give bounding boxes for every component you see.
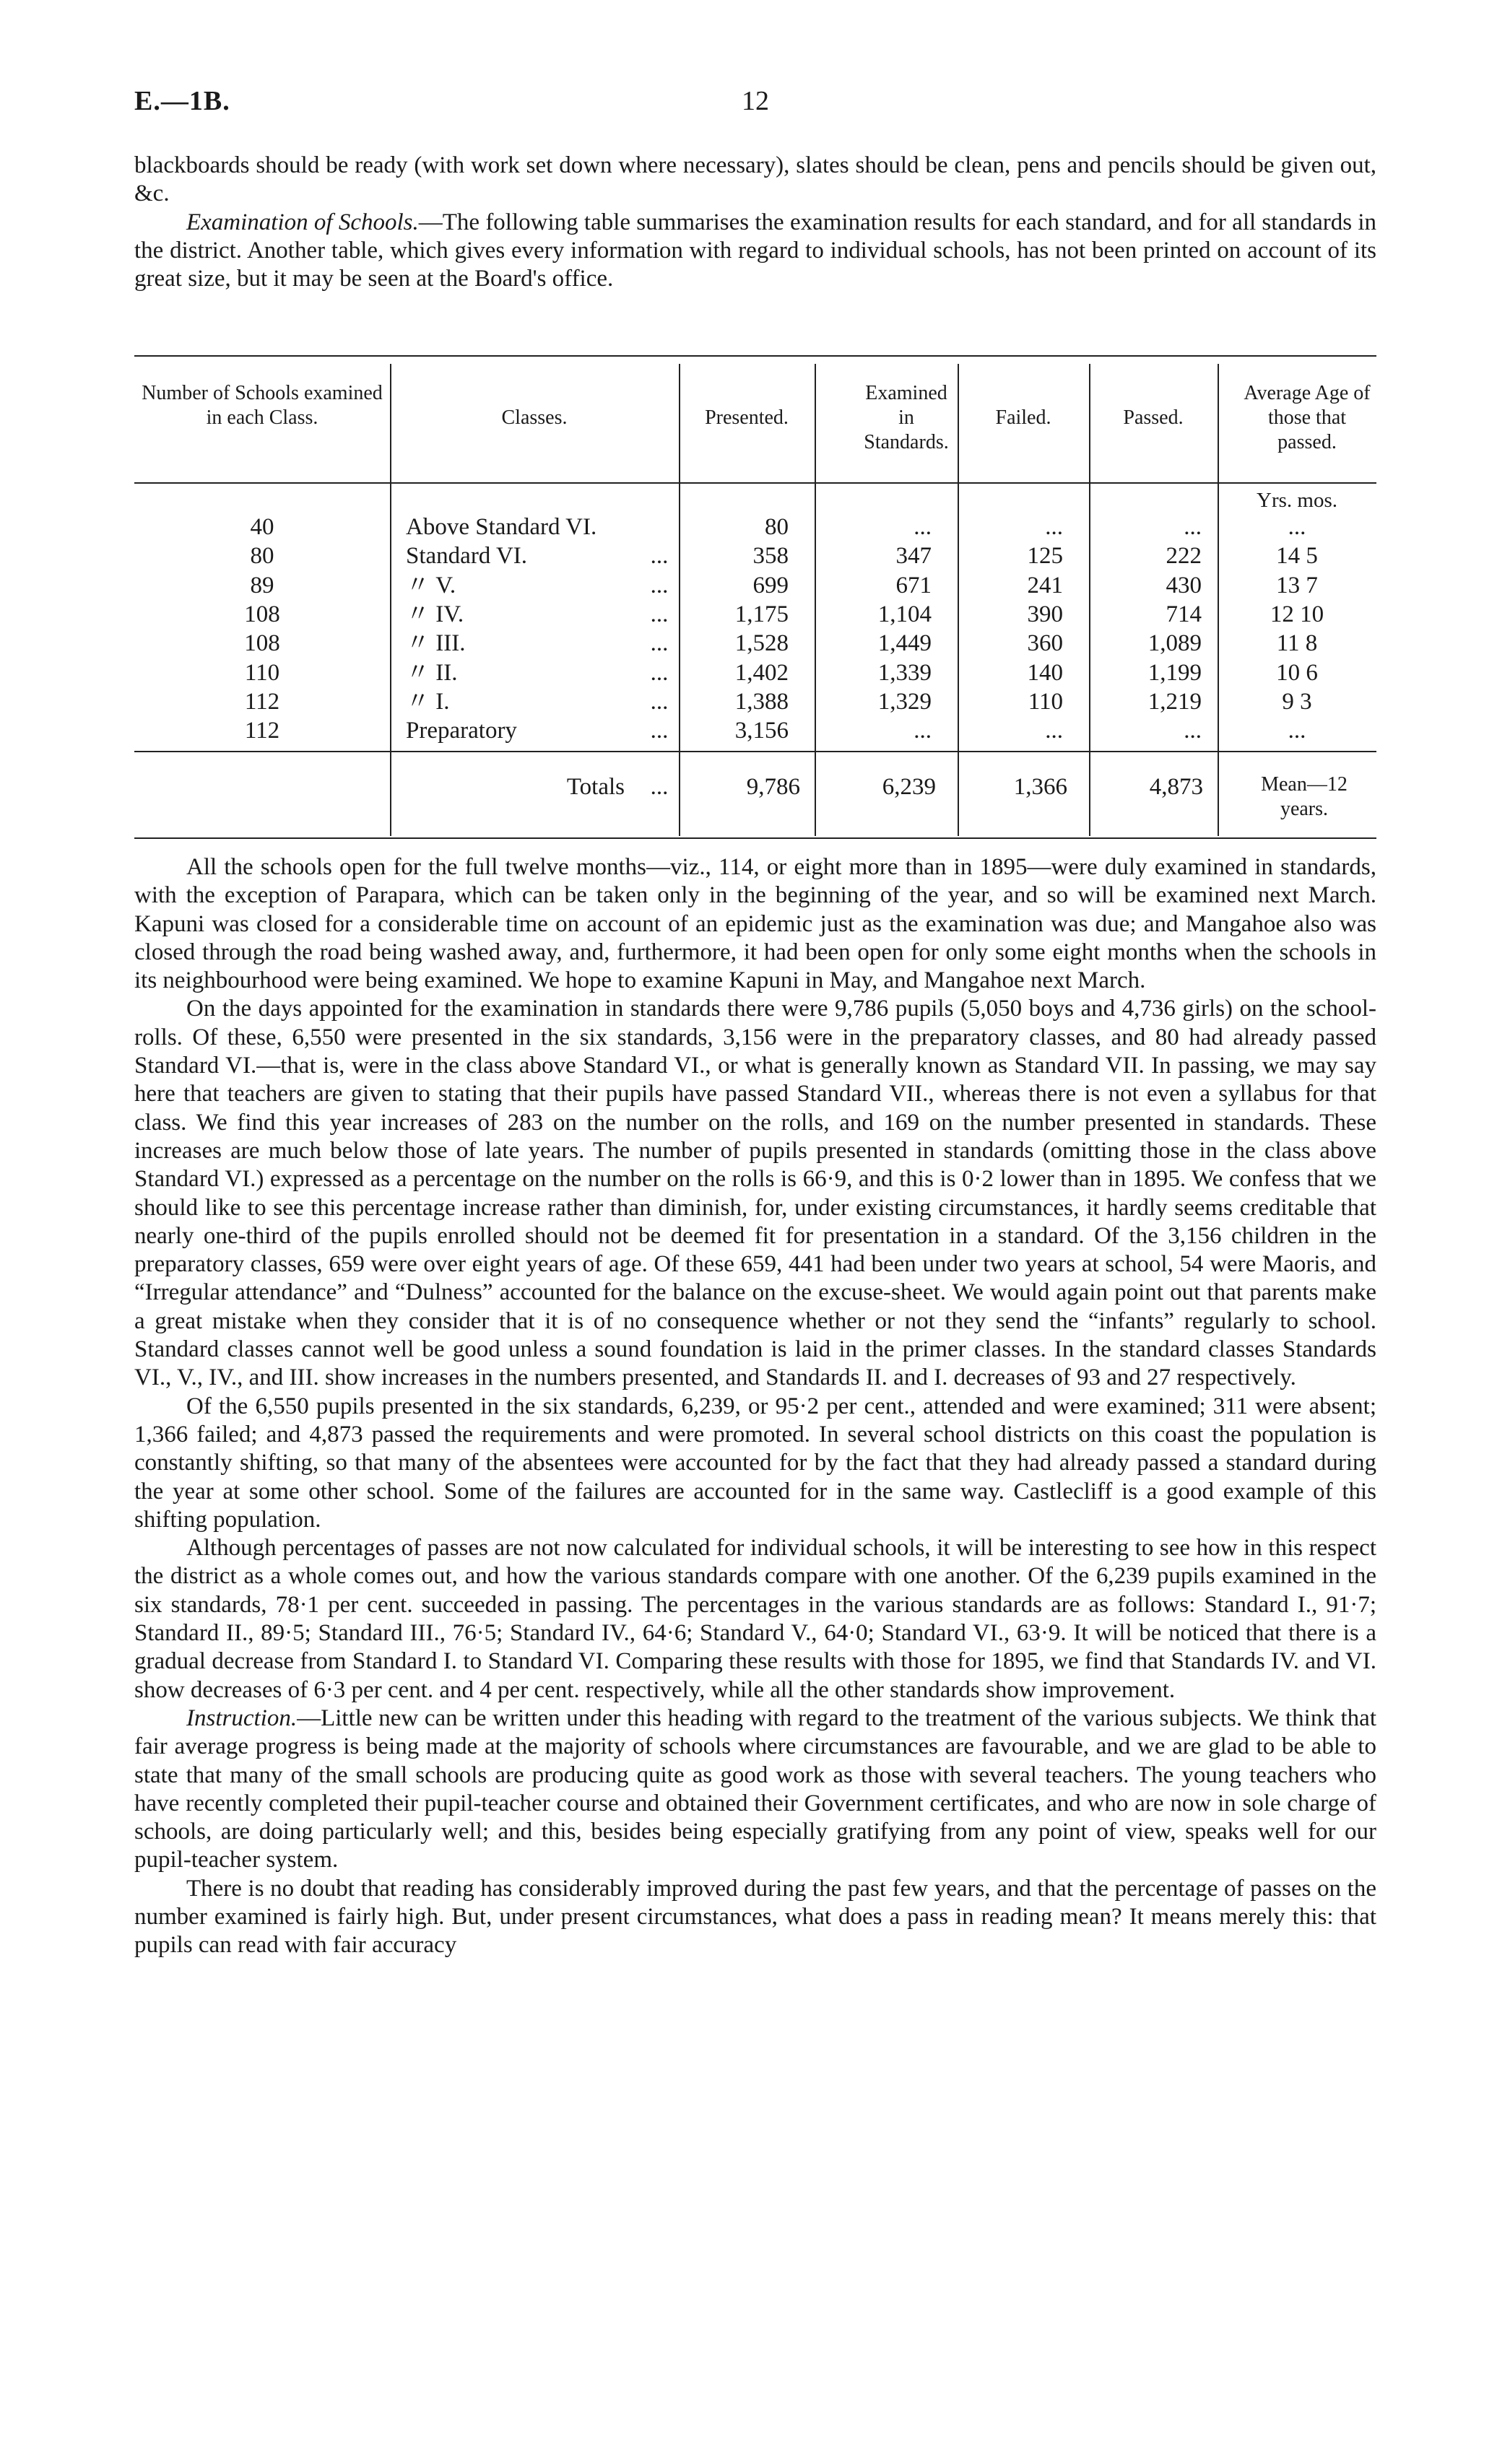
table-header-rule [134, 482, 1376, 484]
page-number: 12 [742, 86, 769, 116]
cell-schools: 108 [244, 630, 280, 657]
cell-failed: 125 [1027, 543, 1063, 570]
cell-passed: 714 [1166, 601, 1202, 627]
cell-examined: 1,329 [877, 688, 932, 715]
totals-dots: ... [650, 774, 669, 800]
table-totals-rule [134, 751, 1376, 752]
cell-failed: ... [1045, 514, 1063, 540]
cell-age: 12 10 [1270, 601, 1324, 627]
cell-age: 11 8 [1276, 630, 1318, 657]
body-paragraph-1: All the schools open for the full twelve months—viz., 114, or eight more than in 1895—were duly examined in standards, with the exception of Parapara, which can be taken only in the beginning of the year, and so will be examined next March. Kapuni was closed for a considerable time on account of an epidemic just as the examination was due; and Mangahoe also was closed through the road being washed away, and, furthermore, it had been open for only some eight months when the schools in its neighbourhood were being examined. We hope to examine Kapuni in May, and Mangahoe next March. [134, 854, 1376, 994]
header-passed: Passed. [1123, 406, 1184, 429]
cell-schools: 108 [244, 601, 280, 627]
cell-schools: 80 [250, 543, 274, 570]
cell-schools: 112 [244, 688, 280, 715]
body-paragraph-5-text: —Little new can be written under this heading with regard to the treatment of the various subjects. We think that fair average progress is being made at the majority of schools where circumstances are favourable, and we are glad to be able to state that many of the small schools are producing quite as good work as those with several teachers. The young teachers who have recently completed their pupil-teacher course and obtained their Government certificates, and who are now in sole charge of schools, are doing particularly well; and this, besides being especially gratifying from any point of view, speaks well for our pupil-teacher system. [134, 1705, 1376, 1873]
table-bottom-rule [134, 837, 1376, 839]
cell-presented: 80 [765, 514, 789, 540]
header-average-age: Average Age of those that passed. [1244, 382, 1371, 453]
cell-passed: ... [1184, 514, 1202, 540]
cell-age: 9 3 [1282, 688, 1312, 715]
cell-age: 14 5 [1276, 543, 1318, 570]
cell-presented: 1,402 [734, 659, 789, 686]
header-classes: Classes. [501, 406, 568, 429]
leader-dots: ... [650, 572, 669, 598]
cell-age: ... [1288, 514, 1306, 540]
cell-examined: 1,339 [877, 659, 932, 686]
intro-text [134, 152, 1376, 293]
leader-dots: ... [650, 601, 669, 627]
cell-age: 10 6 [1276, 659, 1318, 686]
header-examined: Examined in Standards. [864, 382, 949, 453]
cell-examined: 671 [895, 572, 932, 598]
table-top-rule [134, 355, 1376, 357]
cell-examined: ... [914, 514, 932, 540]
cell-examined: ... [914, 718, 932, 744]
cell-schools: 40 [250, 514, 274, 540]
leader-dots: ... [650, 688, 669, 715]
cell-failed: 110 [1028, 688, 1063, 715]
header-presented: Presented. [705, 406, 789, 429]
body-paragraph-4: Although percentages of passes are not now calculated for individual schools, it will be interesting to see how in this respect the district as a whole comes out, and how the various standards compare with one another. Of the 6,239 pupils examined in the six standards, 78·1 per cent. succeeded in passing. The percentages in the various standards are as follows: Standard I., 91·7; Standard II., 89·5; Standard III., 76·5; Standard IV., 64·6; Standard V., 64·0; Standard VI., 63·9. It will be noticed that there is a gradual decrease from Standard I. to Standard VI. Comparing these results with those for 1895, we find that Standards IV. and VI. show decreases of 6·3 per cent. and 4 per cent. respectively, while all the other standards show improvement. [134, 1535, 1376, 1703]
totals-passed: 4,873 [1149, 774, 1203, 800]
header-failed: Failed. [995, 406, 1051, 429]
body-paragraph-5 [134, 1705, 1376, 1875]
cell-passed: 1,219 [1147, 688, 1202, 715]
cell-failed: ... [1045, 718, 1063, 744]
document-reference: E.—1B. [134, 86, 230, 116]
leader-dots: ... [650, 659, 669, 686]
totals-failed: 1,366 [1013, 774, 1067, 800]
cell-class: 〃 V. [406, 572, 456, 598]
cell-presented: 3,156 [734, 718, 789, 744]
cell-class: Standard VI. [406, 543, 528, 570]
header-age-units: Yrs. mos. [1257, 489, 1337, 512]
cell-class: 〃 III. [406, 630, 466, 657]
cell-presented: 1,175 [734, 601, 789, 627]
cell-class: 〃 I. [406, 688, 450, 715]
cell-passed: ... [1184, 718, 1202, 744]
totals-age: Mean—12 years. [1261, 773, 1348, 820]
cell-schools: 112 [244, 718, 280, 744]
cell-passed: 222 [1166, 543, 1202, 570]
body-text [134, 853, 1376, 1960]
section-heading-instruction: Instruction. [186, 1705, 298, 1731]
cell-class: 〃 IV. [406, 601, 464, 627]
cell-failed: 140 [1027, 659, 1063, 686]
section-heading-examination: Examination of Schools. [186, 209, 419, 235]
totals-examined: 6,239 [882, 774, 936, 800]
results-table [134, 355, 1376, 839]
body-paragraph-6: There is no doubt that reading has considerably improved during the past few years, and that the percentage of passes on the number examined is fairly high. But, under present circumstances, what does a pass in reading mean? It means merely this: that pupils can read with fair accuracy [134, 1875, 1376, 1959]
cell-age: ... [1288, 718, 1306, 744]
column-divider [390, 364, 391, 836]
cell-failed: 360 [1027, 630, 1063, 657]
cell-age: 13 7 [1276, 572, 1318, 598]
header-schools: Number of Schools examined in each Class. [142, 382, 383, 429]
cell-passed: 1,199 [1147, 659, 1202, 686]
intro-paragraph-2-text: —The following table summarises the examination results for each standard, and for all standards in the district. Another table, which gives every information with regard to individual schools, has not been printed on account of its great size, but it may be seen at the Board's office. [134, 209, 1376, 292]
leader-dots: ... [650, 543, 669, 570]
totals-presented: 9,786 [746, 774, 800, 800]
body-paragraph-3: Of the 6,550 pupils presented in the six standards, 6,239, or 95·2 per cent., attended and were examined; 311 were absent; 1,366 failed; and 4,873 passed the requirements and were promoted. In several school districts on this coast the population is constantly shifting, so that many of the absentees were accounted for by the fact that they had already passed a standard during the year at some other school. Some of the failures are accounted for in the same way. Castlecliff is a good example of this shifting population. [134, 1393, 1376, 1533]
cell-examined: 1,449 [877, 630, 932, 657]
cell-class: Above Standard VI. [406, 514, 597, 540]
leader-dots: ... [650, 630, 669, 657]
cell-failed: 241 [1027, 572, 1063, 598]
cell-examined: 1,104 [877, 601, 932, 627]
cell-passed: 1,089 [1147, 630, 1202, 657]
page-header [134, 85, 1376, 121]
cell-presented: 699 [752, 572, 789, 598]
leader-dots: ... [650, 718, 669, 744]
cell-examined: 347 [895, 543, 932, 570]
intro-paragraph-2 [134, 209, 1376, 294]
cell-presented: 1,388 [734, 688, 789, 715]
body-paragraph-2: On the days appointed for the examination in standards there were 9,786 pupils (5,050 boys and 4,736 girls) on the school-rolls. Of these, 6,550 were presented in the six standards, 3,156 were in the preparatory classes, and 80 had already passed Standard VI.—that is, were in the class above Standard VI., or what is generally known as Standard VII. In passing, we may say here that teachers are given to stating that their pupils have passed Standard VII., whereas there is not even a syllabus for that class. We find this year increases of 283 on the number on the rolls, and 169 on the number presented in standards. These increases are much below those of late years. The number of pupils presented in standards (omitting those in the class above Standard VI.) expressed as a percentage on the number on the rolls is 66·9, and this is 0·2 lower than in 1895. We confess that we should like to see this percentage increase rather than diminish, for, under existing circumstances, it hardly seems creditable that nearly one-third of the pupils enrolled should not be deemed fit for presentation in a standard. Of the 3,156 children in the preparatory classes, 659 were over eight years of age. Of these 659, 441 had been under two years at school, 54 were Maoris, and “Irregular attendance” and “Dulness” accounted for the balance on the excuse-sheet. We would again point out that parents make a great mistake when they consider that it is of no consequence whether or not they send the “infants” regularly to school. Standard classes cannot well be good unless a sound foundation is laid in the primer classes. In the standard classes Standards VI., V., IV., and III. show increases in the numbers presented, and Standards II. and I. decreases of 93 and 27 respectively. [134, 996, 1376, 1391]
cell-failed: 390 [1027, 601, 1063, 627]
cell-presented: 1,528 [734, 630, 789, 657]
cell-schools: 110 [244, 659, 280, 686]
cell-schools: 89 [250, 572, 274, 598]
cell-class: 〃 II. [406, 659, 458, 686]
intro-paragraph-1: blackboards should be ready (with work set down where necessary), slates should be clean, pens and pencils should be given out, &c. [134, 152, 1376, 207]
cell-presented: 358 [752, 543, 789, 570]
cell-class: Preparatory [406, 718, 517, 744]
totals-label: Totals [566, 774, 625, 800]
cell-passed: 430 [1166, 572, 1202, 598]
